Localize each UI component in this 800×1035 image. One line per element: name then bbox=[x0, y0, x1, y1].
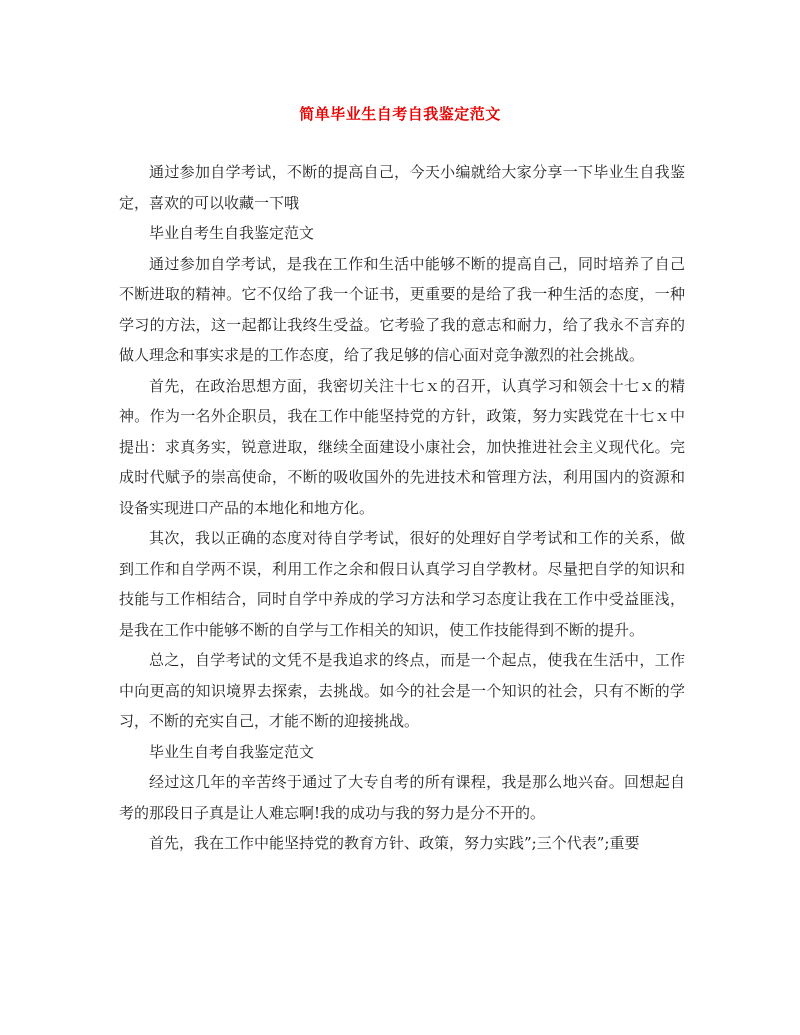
body-paragraph-5: 经过这几年的辛苦终于通过了大专自考的所有课程，我是那么地兴奋。回想起自考的那段日子真是让人难忘啊!我的成功与我的努力是分不开的。 bbox=[119, 773, 685, 822]
body-paragraph-1: 通过参加自学考试，是我在工作和生活中能够不断的提高自己，同时培养了自己不断进取的精神。它不仅给了我一个证书，更重要的是给了我一种生活的态度，一种学习的方法，这一起都让我终生受益。它考验了我的意志和耐力，给了我永不言弃的做人理念和事实求是的工作态度，给了我足够的信心面对竞争激烈的社会挑战。 bbox=[119, 254, 685, 364]
section-heading-1: 毕业自考生自我鉴定范文 bbox=[149, 224, 315, 242]
document-title: 简单毕业生自考自我鉴定范文 bbox=[299, 105, 501, 123]
body-paragraph-3: 其次，我以正确的态度对待自学考试，很好的处理好自学考试和工作的关系，做到工作和自学两不误，利用工作之余和假日认真学习自学教材。尽量把自学的知识和技能与工作相结合，同时自学中养成的学习方法和学习态度让我在工作中受益匪浅，是我在工作中能够不断的自学与工作相关的知识，使工作技能得到不断的提升。 bbox=[119, 529, 685, 639]
body-paragraph-4: 总之，自学考试的文凭不是我追求的终点，而是一个起点，使我在生活中，工作中向更高的知识境界去探索，去挑战。如今的社会是一个知识的社会，只有不断的学习，不断的充实自己，才能不断的迎接挑战。 bbox=[119, 651, 685, 730]
intro-paragraph: 通过参加自学考试，不断的提高自己，今天小编就给大家分享一下毕业生自我鉴定，喜欢的可以收藏一下哦 bbox=[119, 163, 685, 212]
section-heading-2: 毕业生自考自我鉴定范文 bbox=[149, 742, 315, 761]
body-paragraph-6: 首先，我在工作中能坚持党的教育方针、政策，努力实践”;三个代表”;重要 bbox=[149, 834, 640, 852]
body-paragraph-2: 首先，在政治思想方面，我密切关注十七ｘ的召开，认真学习和领会十七ｘ的精神。作为一名外企职员，我在工作中能坚持党的方针，政策，努力实践党在十七ｘ中提出：求真务实，锐意进取，继续全面建设小康社会，加快推进社会主义现代化。完成时代赋予的崇高使命，不断的吸收国外的先进技术和管理方法，利用国内的资源和设备实现进口产品的本地化和地方化。 bbox=[119, 376, 685, 517]
document-body bbox=[119, 157, 685, 859]
